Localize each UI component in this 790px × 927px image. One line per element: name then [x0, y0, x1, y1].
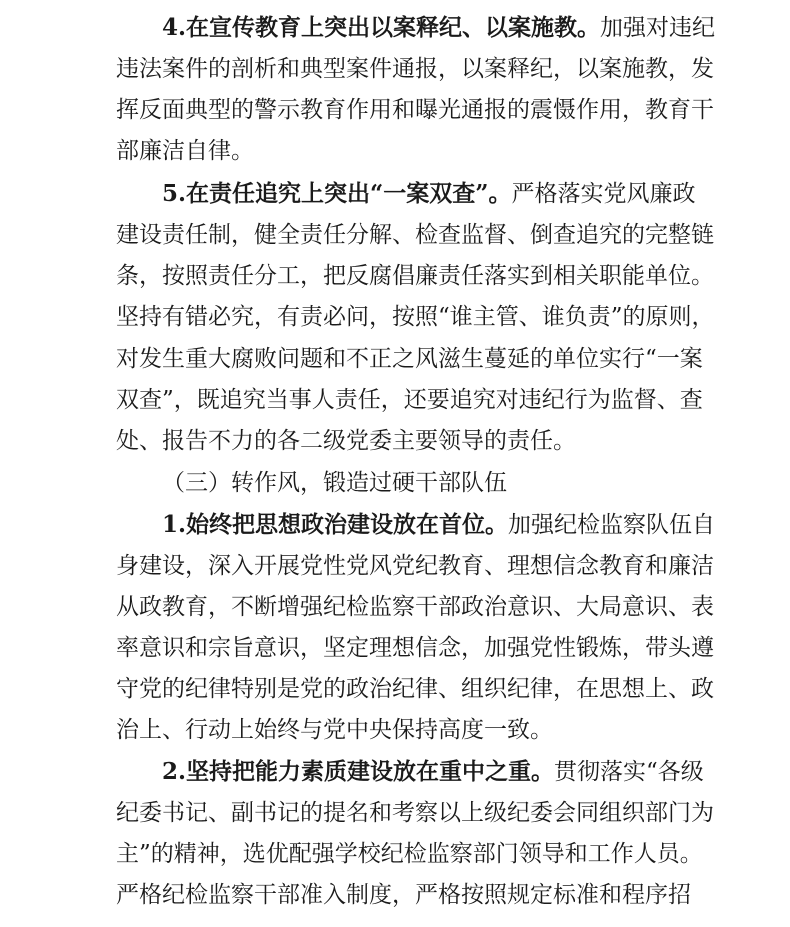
- paragraph-line: 部廉洁自律。: [116, 138, 254, 164]
- paragraph-line: 身建设，深入开展党性党风党纪教育、理想信念教育和廉洁: [116, 553, 714, 579]
- paragraph-text: 贯彻落实“各级: [554, 759, 704, 785]
- paragraph-line: 条，按照责任分工，把反腐倡廉责任落实到相关职能单位。: [116, 263, 714, 289]
- paragraph-line: 守党的纪律特别是党的政治纪律、组织纪律，在思想上、政: [116, 676, 714, 702]
- paragraph-text: 严格落实党风廉政: [511, 181, 696, 207]
- paragraph-line: 治上、行动上始终与党中央保持高度一致。: [116, 717, 553, 743]
- paragraph-heading: 1.始终把思想政治建设放在首位。: [162, 511, 509, 538]
- paragraph-heading: 5.在责任追究上突出“一案双查”。: [162, 180, 512, 207]
- paragraph-line: 率意识和宗旨意识，坚定理想信念，加强党性锻炼，带头遵: [116, 635, 714, 661]
- paragraph-line: 处、报告不力的各二级党委主要领导的责任。: [116, 428, 576, 454]
- section-heading: （三）转作风，锻造过硬干部队伍: [162, 470, 507, 496]
- paragraph-text: 加强对违纪: [600, 15, 716, 41]
- paragraph-line: 坚持有错必究，有责必问，按照“谁主管、谁负责”的原则，: [116, 304, 715, 330]
- paragraph-text: 加强纪检监察队伍自: [508, 512, 716, 538]
- paragraph-line: [162, 752, 704, 792]
- paragraph-line: 挥反面典型的警示教育作用和曝光通报的震慑作用，教育干: [116, 97, 714, 123]
- paragraph-line: 纪委书记、副书记的提名和考察以上级纪委会同组织部门为: [116, 800, 714, 826]
- paragraph-line: 双查”，既追究当事人责任，还要追究对违纪行为监督、查: [116, 387, 703, 413]
- paragraph-line: [162, 505, 716, 545]
- paragraph-line: 对发生重大腐败问题和不正之风滋生蔓延的单位实行“一案: [116, 346, 703, 372]
- paragraph-heading: 2.坚持把能力素质建设放在重中之重。: [162, 758, 555, 785]
- paragraph-line: 违法案件的剖析和典型案件通报，以案释纪，以案施教，发: [116, 56, 714, 82]
- paragraph-line: 建设责任制，健全责任分解、检查监督、倒查追究的完整链: [116, 222, 714, 248]
- paragraph-line: [162, 174, 696, 214]
- paragraph-line: 主”的精神，选优配强学校纪检监察部门领导和工作人员。: [116, 841, 703, 867]
- paragraph-line: 严格纪检监察干部准入制度，严格按照规定标准和程序招: [116, 882, 691, 908]
- paragraph-line: [162, 8, 716, 48]
- paragraph-line: 从政教育，不断增强纪检监察干部政治意识、大局意识、表: [116, 594, 714, 620]
- paragraph-heading: 4.在宣传教育上突出以案释纪、以案施教。: [162, 14, 601, 41]
